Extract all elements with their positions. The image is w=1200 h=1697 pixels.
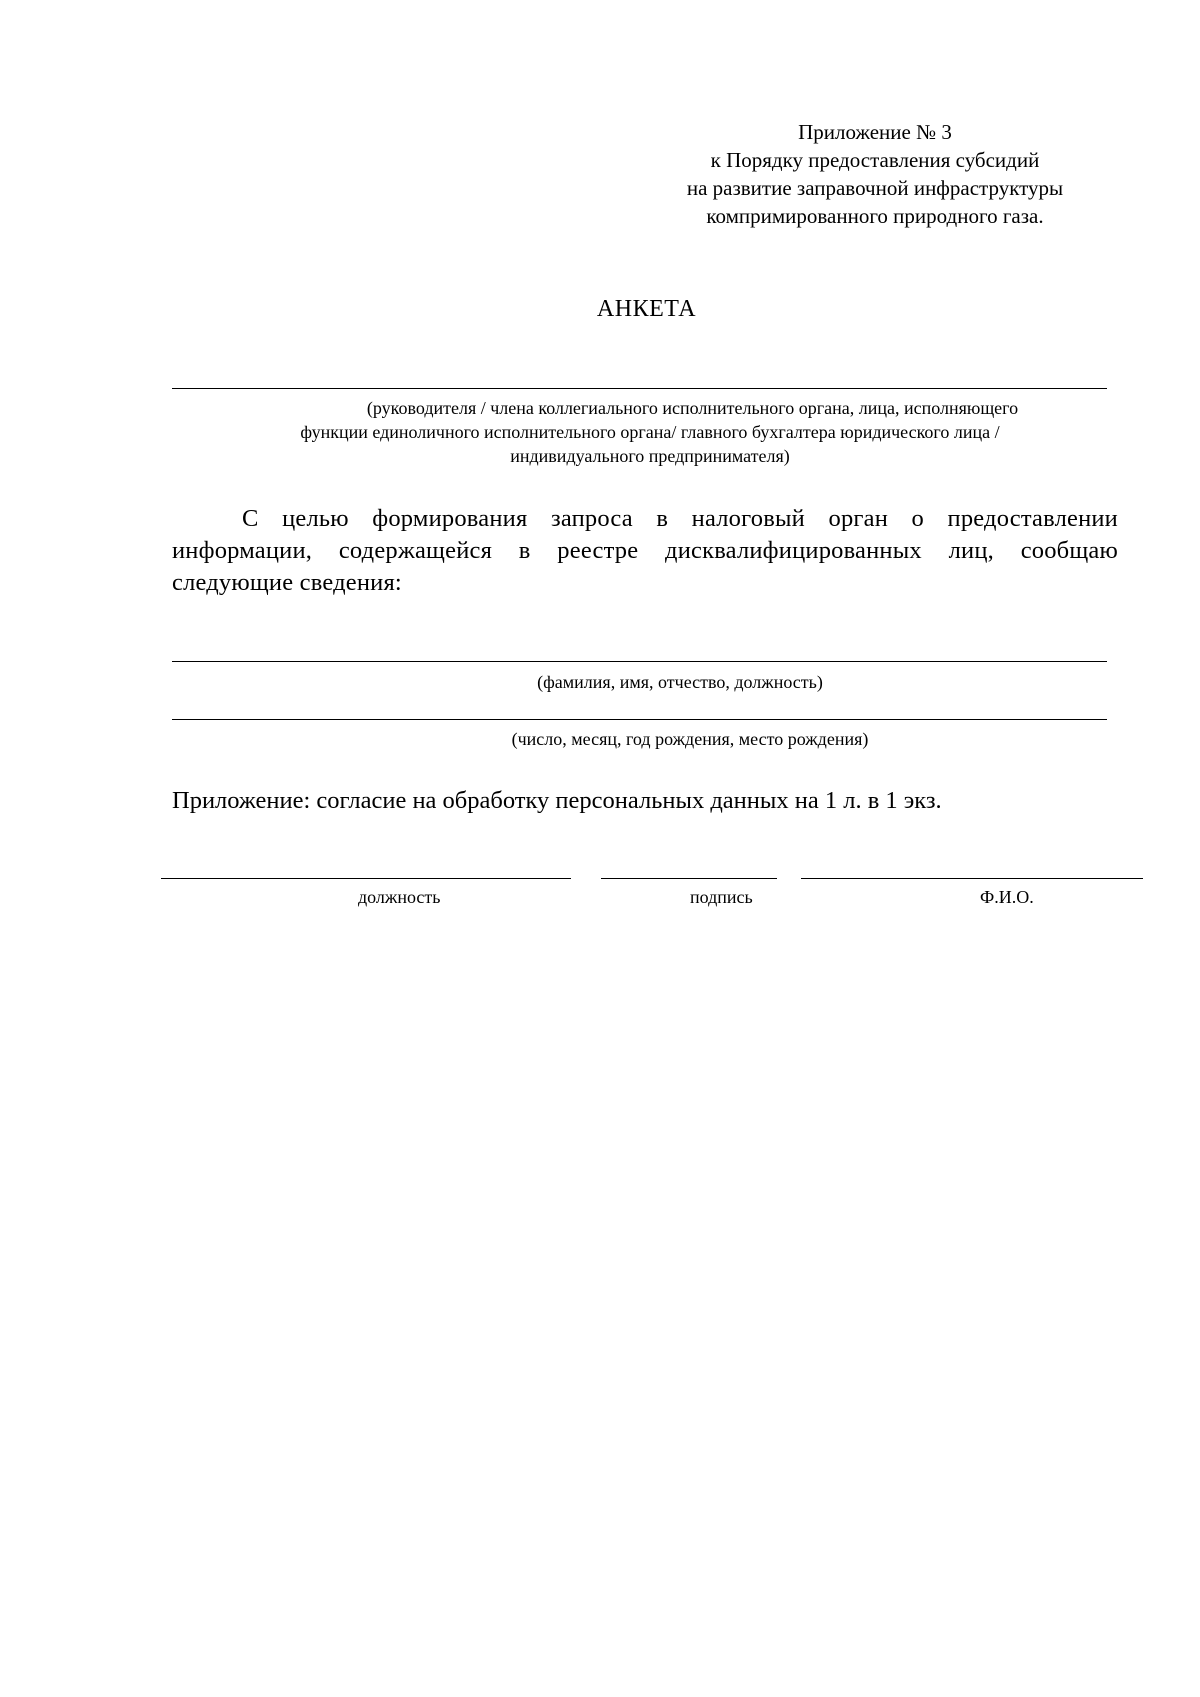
intro-line-3: следующие сведения: xyxy=(172,569,402,596)
appendix-reference: к Порядку предоставления субсидий xyxy=(710,148,1040,172)
name-entry-line[interactable] xyxy=(172,661,1107,662)
position-signature-line[interactable] xyxy=(161,878,571,879)
intro-line-1: С целью формирования запроса в налоговый орган о предоставлении xyxy=(242,505,1118,532)
attachment-note: Приложение: согласие на обработку персональных данных на 1 л. в 1 экз. xyxy=(172,787,942,814)
document-title: АНКЕТА xyxy=(596,296,697,322)
fio-signature-line[interactable] xyxy=(801,878,1143,879)
intro-line-2: информации, содержащейся в реестре дисквалифицированных лиц, сообщаю xyxy=(172,537,1118,564)
appendix-number: Приложение № 3 xyxy=(798,120,952,144)
name-caption: (фамилия, имя, отчество, должность) xyxy=(537,672,823,692)
birth-caption: (число, месяц, год рождения, место рождения) xyxy=(511,729,869,749)
intro-paragraph xyxy=(172,503,1118,599)
person-caption xyxy=(200,396,1100,468)
appendix-subject: на развитие заправочной инфраструктуры xyxy=(686,176,1064,200)
position-label: должность xyxy=(358,887,441,907)
birth-entry-line[interactable] xyxy=(172,719,1107,720)
person-entry-line[interactable] xyxy=(172,388,1107,389)
appendix-subject-cont: компримированного природного газа. xyxy=(706,204,1044,228)
person-caption-line-1: (руководителя / члена коллегиального исполнительного органа, лица, исполняющего xyxy=(366,398,1019,418)
person-caption-line-3: индивидуального предпринимателя) xyxy=(510,446,790,466)
signature-line[interactable] xyxy=(601,878,777,879)
signature-label: подпись xyxy=(690,887,753,907)
person-caption-line-2: функции единоличного исполнительного органа/ главного бухгалтера юридического лица / xyxy=(300,422,1000,442)
fio-label: Ф.И.О. xyxy=(980,887,1034,907)
appendix-header xyxy=(640,118,1110,230)
